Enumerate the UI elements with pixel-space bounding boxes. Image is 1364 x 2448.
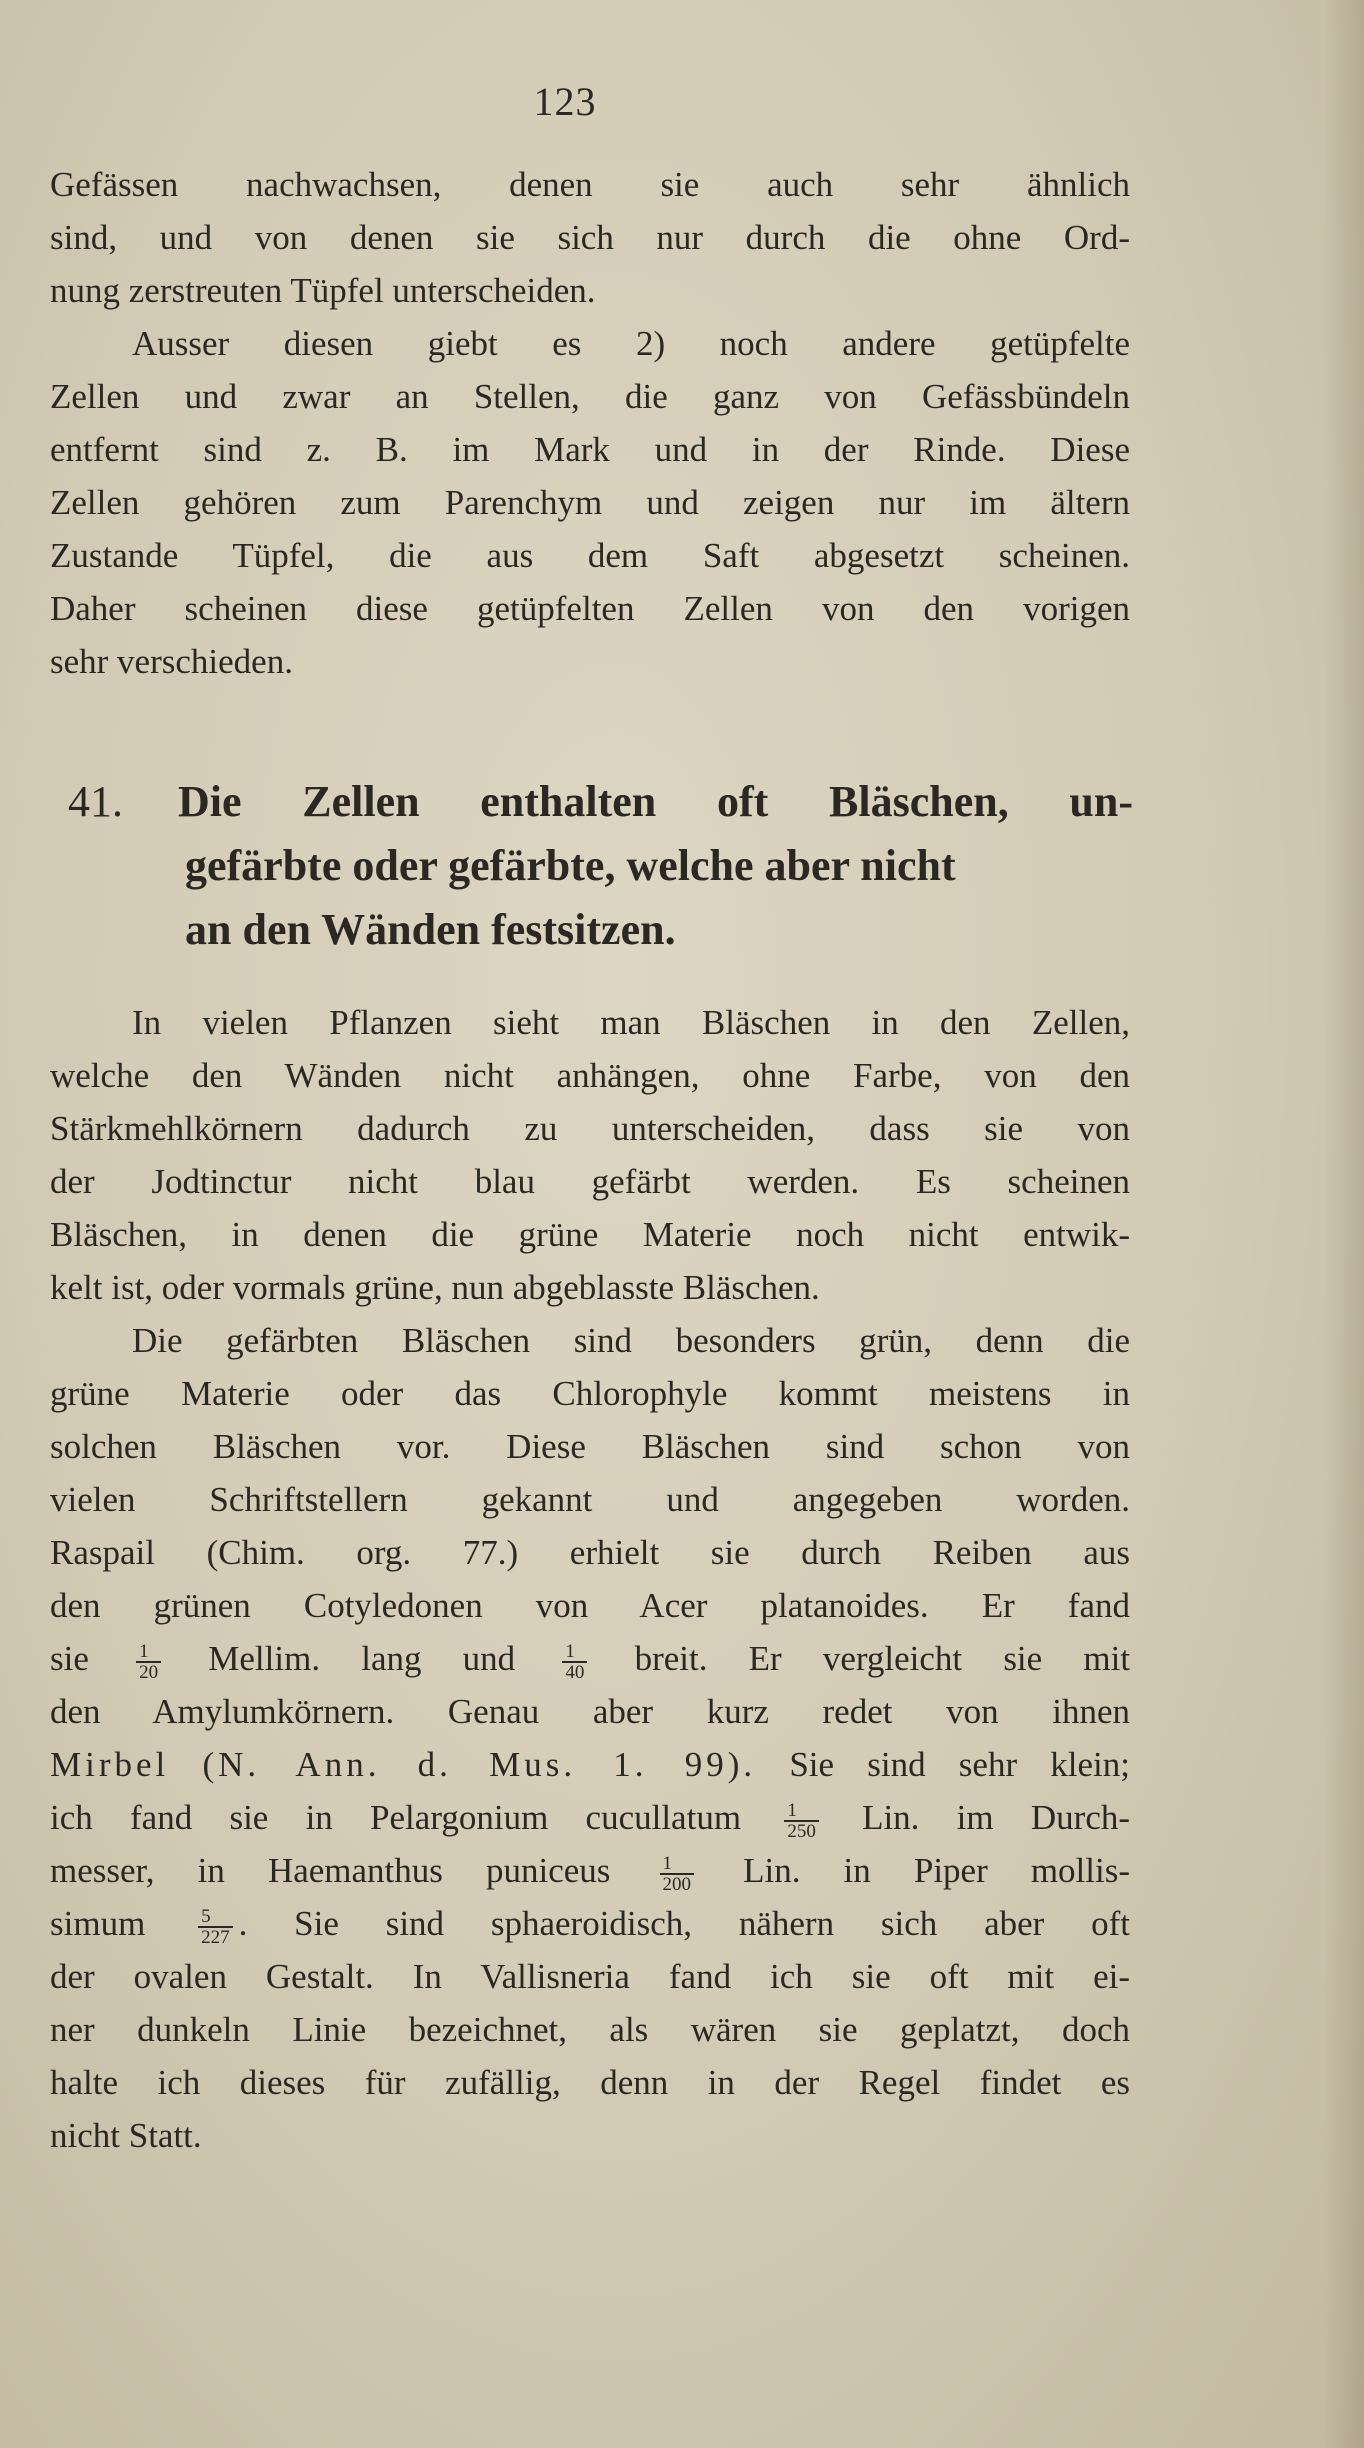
- text-line: grüne Materie oder das Chlorophyle kommt meistens in: [50, 1374, 1130, 1413]
- text-line: den grünen Cotyledonen von Acer platanoides. Er fand: [50, 1586, 1130, 1625]
- text-fragment: simum: [50, 1904, 146, 1943]
- text-fragment: Mellim. lang und: [208, 1639, 516, 1678]
- fraction: [562, 1642, 587, 1682]
- section-number: 41.: [68, 777, 123, 826]
- text-line: Stärkmehlkörnern dadurch zu unterscheiden, dass sie von: [50, 1109, 1130, 1148]
- text-line: Zellen gehören zum Parenchym und zeigen nur im ältern: [50, 483, 1130, 522]
- text-line: Raspail (Chim. org. 77.) erhielt sie durch Reiben aus: [50, 1533, 1130, 1572]
- text-line: kelt ist, oder vormals grüne, nun abgeblasste Bläschen.: [50, 1268, 820, 1307]
- citation: (N. Ann. d. Mus. 1. 99).: [202, 1745, 757, 1784]
- text-line: vielen Schriftstellern gekannt und angegeben worden.: [50, 1480, 1130, 1519]
- text-line: welche den Wänden nicht anhängen, ohne Farbe, von den: [50, 1056, 1130, 1095]
- text-line: In vielen Pflanzen sieht man Bläschen in den Zellen,: [132, 1003, 1130, 1042]
- fraction-denominator: 40: [565, 1661, 585, 1683]
- fraction-numerator: 1: [660, 1854, 695, 1875]
- text-line: solchen Bläschen vor. Diese Bläschen sind schon von: [50, 1427, 1130, 1466]
- text-line: Bläschen, in denen die grüne Materie noch nicht entwik-: [50, 1215, 1130, 1254]
- fraction: [784, 1801, 819, 1841]
- text-line: Die gefärbten Bläschen sind besonders grün, denn die: [132, 1321, 1130, 1360]
- fraction-numerator: 1: [784, 1801, 819, 1822]
- fraction-numerator: 1: [136, 1642, 161, 1663]
- paragraph-block-main: [50, 996, 1130, 2162]
- fraction: [136, 1642, 161, 1682]
- text-line: sind, und von denen sie sich nur durch die ohne Ord-: [50, 218, 1130, 257]
- text-line: [50, 1897, 1130, 1950]
- text-fragment: Lin. im Durch-: [862, 1798, 1131, 1837]
- heading-line: an den Wänden festsitzen.: [185, 905, 676, 954]
- text-fragment: Lin. in Piper mollis-: [743, 1851, 1130, 1890]
- text-fragment: Sie sind sehr klein;: [789, 1745, 1131, 1784]
- heading-line: [68, 770, 1133, 834]
- fraction-numerator: 5: [198, 1907, 233, 1928]
- text-line: Daher scheinen diese getüpfelten Zellen von den vorigen: [50, 589, 1130, 628]
- fraction-denominator: 20: [139, 1661, 159, 1683]
- text-line: [50, 1844, 1130, 1897]
- text-line: Zustande Tüpfel, die aus dem Saft abgesetzt scheinen.: [50, 536, 1130, 575]
- text-line: halte ich dieses für zufällig, denn in der Regel findet es: [50, 2063, 1130, 2102]
- fraction-denominator: 227: [201, 1926, 230, 1948]
- text-line: [50, 1738, 1130, 1791]
- text-fragment: breit. Er vergleicht sie mit: [634, 1639, 1131, 1678]
- fraction-numerator: 1: [562, 1642, 587, 1663]
- text-line: [50, 1632, 1130, 1685]
- text-fragment: messer, in Haemanthus puniceus: [50, 1851, 611, 1890]
- fraction-denominator: 250: [787, 1820, 816, 1842]
- text-line: Ausser diesen giebt es 2) noch andere getüpfelte: [132, 324, 1130, 363]
- fraction-denominator: 200: [662, 1873, 691, 1895]
- heading-line: gefärbte oder gefärbte, welche aber nicht: [185, 841, 956, 890]
- text-fragment: sie: [50, 1639, 89, 1678]
- text-line: Zellen und zwar an Stellen, die ganz von Gefässbündeln: [50, 377, 1130, 416]
- text-line: den Amylumkörnern. Genau aber kurz redet von ihnen: [50, 1692, 1130, 1731]
- text-line: ner dunkeln Linie bezeichnet, als wären sie geplatzt, doch: [50, 2010, 1130, 2049]
- heading-text: Die Zellen enthalten oft Bläschen, un-: [178, 777, 1133, 826]
- paragraph-block-top: [50, 158, 1130, 688]
- text-fragment: . Sie sind sphaeroidisch, nähern sich aber oft: [238, 1904, 1130, 1943]
- text-line: entfernt sind z. B. im Mark und in der Rinde. Diese: [50, 430, 1130, 469]
- text-line: [50, 1791, 1130, 1844]
- fraction: [660, 1854, 695, 1894]
- text-line: Gefässen nachwachsen, denen sie auch sehr ähnlich: [50, 165, 1130, 204]
- text-line: nung zerstreuten Tüpfel unterscheiden.: [50, 271, 596, 310]
- text-line: sehr verschieden.: [50, 642, 293, 681]
- text-fragment: ich fand sie in Pelargonium cucullatum: [50, 1798, 742, 1837]
- section-heading: [68, 770, 1133, 962]
- text-line: der ovalen Gestalt. In Vallisneria fand ich sie oft mit ei-: [50, 1957, 1130, 1996]
- page-number: 123: [533, 79, 597, 124]
- fraction: [198, 1907, 233, 1947]
- author-name: Mirbel: [50, 1745, 170, 1784]
- text-line: nicht Statt.: [50, 2116, 202, 2155]
- text-line: der Jodtinctur nicht blau gefärbt werden. Es scheinen: [50, 1162, 1130, 1201]
